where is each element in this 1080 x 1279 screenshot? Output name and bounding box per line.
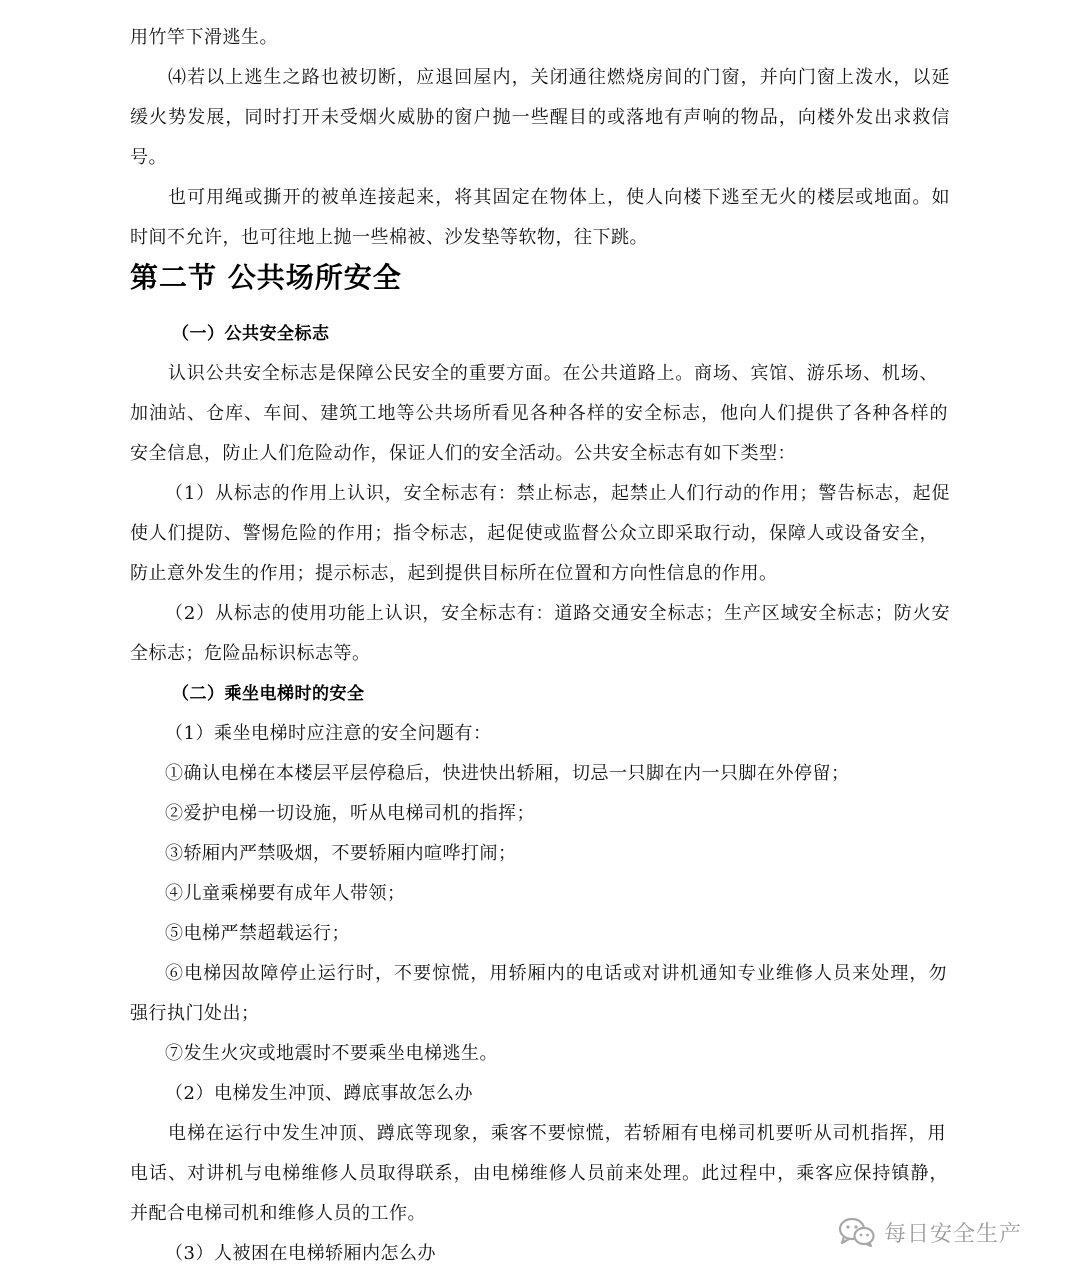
paragraph-line: 缓火势发展，同时打开未受烟火威胁的窗户抛一些醒目的或落地有声响的物品，向楼外发出求救信 (130, 107, 950, 128)
paragraph-line: 防止意外发生的作用；提示标志，起到提供目标所在位置和方向性信息的作用。 (130, 563, 778, 584)
paragraph-line: ⑷若以上逃生之路也被切断，应退回屋内，关闭通往燃烧房间的门窗，并向门窗上泼水，以延 (168, 67, 950, 88)
paragraph-line: 并配合电梯司机和维修人员的工作。 (130, 1203, 426, 1224)
list-item: ④儿童乘梯要有成年人带领； (165, 883, 406, 904)
paragraph-line: （1）乘坐电梯时应注意的安全问题有： (165, 723, 492, 744)
paragraph-line: 使人们提防、警惕危险的作用；指令标志，起促使或监督公众立即采取行动，保障人或设备安全， (130, 523, 938, 544)
paragraph-line: 电话、对讲机与电梯维修人员取得联系，由电梯维修人员前来处理。此过程中，乘客应保持镇静， (130, 1163, 948, 1184)
subsection-heading: （二）乘坐电梯时的安全 (172, 684, 365, 704)
subsection-heading: （一）公共安全标志 (172, 324, 330, 344)
watermark-text: 每日安全生产 (884, 1221, 1023, 1247)
list-item-continuation: 强行执门处出； (130, 1003, 260, 1024)
paragraph-line: 号。 (130, 147, 167, 168)
paragraph-line: 全标志；危险品标识标志等。 (130, 643, 371, 664)
wechat-icon (838, 1216, 876, 1248)
paragraph-line: （3）人被困在电梯轿厢内怎么办 (165, 1243, 436, 1264)
list-item: ⑦发生火灾或地震时不要乘坐电梯逃生。 (165, 1043, 498, 1064)
paragraph-line: 电梯在运行中发生冲顶、蹲底等现象，乘客不要惊慌，若轿厢有电梯司机要听从司机指挥，用 (168, 1123, 946, 1144)
paragraph-line: 认识公共安全标志是保障公民安全的重要方面。在公共道路上。商场、宾馆、游乐场、机场、 (168, 363, 938, 384)
list-item: ①确认电梯在本楼层平层停稳后，快进快出轿厢，切忌一只脚在内一只脚在外停留； (165, 763, 850, 784)
paragraph-line: 安全信息，防止人们危险动作，保证人们的安全活动。公共安全标志有如下类型： (130, 443, 796, 464)
list-item: ②爱护电梯一切设施，听从电梯司机的指挥； (165, 803, 535, 824)
paragraph-line: 用竹竿下滑逃生。 (130, 27, 278, 48)
section-title: 第二节 公共场所安全 (130, 261, 402, 294)
paragraph-line: （1）从标志的作用上认识，安全标志有：禁止标志，起禁止人们行动的作用；警告标志，起促 (165, 483, 950, 504)
watermark (838, 1212, 1022, 1252)
paragraph-line: （2）电梯发生冲顶、蹲底事故怎么办 (165, 1083, 473, 1104)
paragraph-line: 也可用绳或撕开的被单连接起来，将其固定在物体上，使人向楼下逃至无火的楼层或地面。如 (168, 187, 950, 208)
list-item: ⑥电梯因故障停止运行时，不要惊慌，用轿厢内的电话或对讲机通知专业维修人员来处理，勿 (165, 963, 947, 984)
list-item: ⑤电梯严禁超载运行； (165, 923, 350, 944)
paragraph-line: （2）从标志的使用功能上认识，安全标志有：道路交通安全标志；生产区域安全标志；防火安 (165, 603, 950, 624)
paragraph-line: 时间不允许，也可往地上抛一些棉被、沙发垫等软物，往下跳。 (130, 227, 648, 248)
list-item: ③轿厢内严禁吸烟，不要轿厢内喧哗打闹； (165, 843, 517, 864)
paragraph-line: 加油站、仓库、车间、建筑工地等公共场所看见各种各样的安全标志，他向人们提供了各种各样的 (130, 403, 948, 424)
